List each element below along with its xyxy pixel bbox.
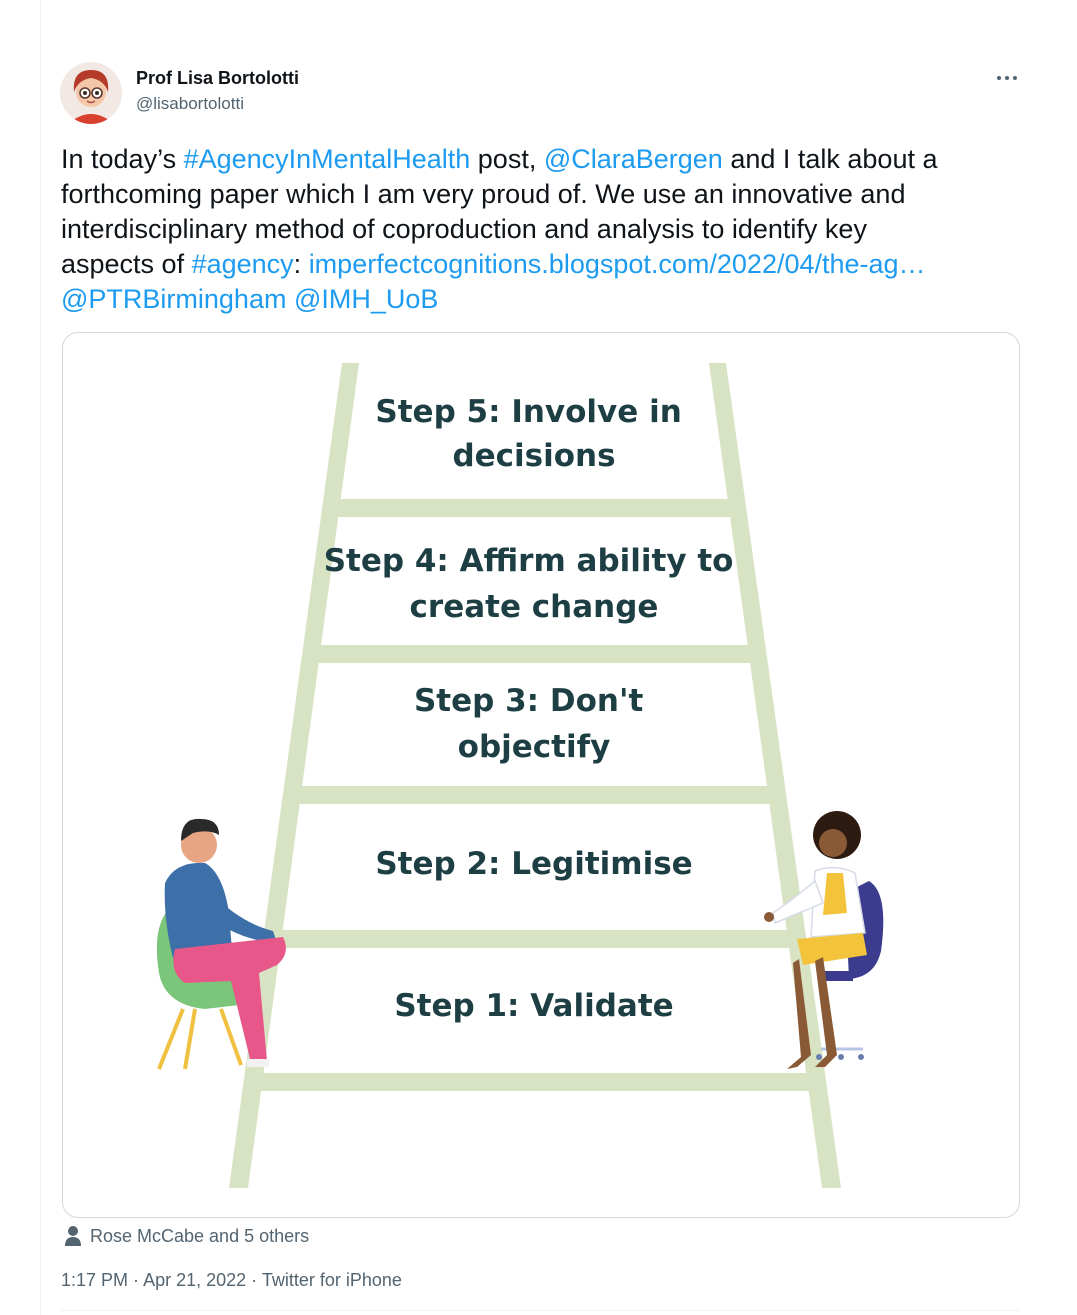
step-2-line-1: Step 2: Legitimise [375, 846, 693, 882]
more-horizontal-icon [990, 64, 1024, 94]
step-4-line-2: create change [409, 589, 659, 625]
mention-imh-uob[interactable]: @IMH_UoB [293, 284, 439, 314]
step-1-label [394, 988, 673, 1024]
timeline-left-border [40, 0, 41, 1315]
tweet-bottom-divider [60, 1310, 1020, 1311]
liked-by-text: Rose McCabe and 5 others [90, 1226, 310, 1246]
blog-post-link[interactable]: imperfectcognitions.blogspot.com/2022/04/the-ag… [308, 249, 926, 279]
ladder-rung [277, 930, 793, 948]
author-handle[interactable]: @lisabortolotti [136, 94, 244, 113]
step-5-line-2: decisions [452, 438, 616, 474]
tweet-line-5 [61, 282, 1031, 317]
person-icon [64, 1225, 82, 1247]
author-name[interactable]: Prof Lisa Bortolotti [136, 68, 299, 88]
tweet-line-1 [61, 142, 1031, 177]
tweet-media-image[interactable] [62, 332, 1020, 1218]
tweet-text-segment: : [293, 249, 309, 279]
hashtag-agency[interactable]: #agency [191, 249, 294, 279]
tweet-text [61, 142, 1031, 317]
avatar-illustration [60, 62, 122, 124]
author-avatar[interactable] [60, 62, 122, 124]
tweet-text-segment [286, 284, 294, 314]
step-1-line-1: Step 1: Validate [394, 988, 674, 1024]
step-3-line-2: objectify [457, 729, 611, 765]
ladder-illustration [63, 333, 1019, 1217]
tweet-text-segment: aspects of [61, 249, 192, 279]
mention-clarabergen[interactable]: @ClaraBergen [543, 144, 723, 174]
tweet-line-4 [61, 247, 1031, 282]
step-2-label [375, 846, 692, 882]
step-3-line-1: Step 3: Don't [413, 683, 644, 719]
tweet-time[interactable]: 1:17 PM [61, 1270, 129, 1290]
meta-separator: · [246, 1270, 262, 1290]
step-5-label [375, 394, 692, 474]
ladder-rung [331, 499, 741, 517]
step-4-line-1: Step 4: Affirm ability to [323, 543, 734, 579]
more-options-button[interactable] [990, 64, 1024, 94]
ladder-rung [295, 786, 781, 804]
tweet-metadata [61, 1270, 402, 1291]
ladder-rung [257, 1073, 813, 1091]
ladder-rung [315, 645, 761, 663]
step-5-line-1: Step 5: Involve in [375, 394, 682, 430]
tweet-line-3: interdisciplinary method of coproduction and analysis to identify key [61, 214, 867, 244]
tweet-line-2: forthcoming paper which I am very proud of. We use an innovative and [61, 179, 906, 209]
mention-ptrbirmingham[interactable]: @PTRBirmingham [61, 284, 287, 314]
step-3-label [414, 683, 654, 765]
tweet-text-segment: and I talk about a [722, 144, 938, 174]
tweet-text-segment: In today’s [61, 144, 184, 174]
tweet-text-segment: post, [470, 144, 544, 174]
step-4-label [324, 543, 745, 625]
hashtag-agencyinmentalhealth[interactable]: #AgencyInMentalHealth [183, 144, 471, 174]
meta-separator: · [128, 1270, 144, 1290]
tweet-date[interactable]: Apr 21, 2022 [143, 1270, 247, 1290]
tweet-source[interactable]: Twitter for iPhone [261, 1270, 402, 1290]
